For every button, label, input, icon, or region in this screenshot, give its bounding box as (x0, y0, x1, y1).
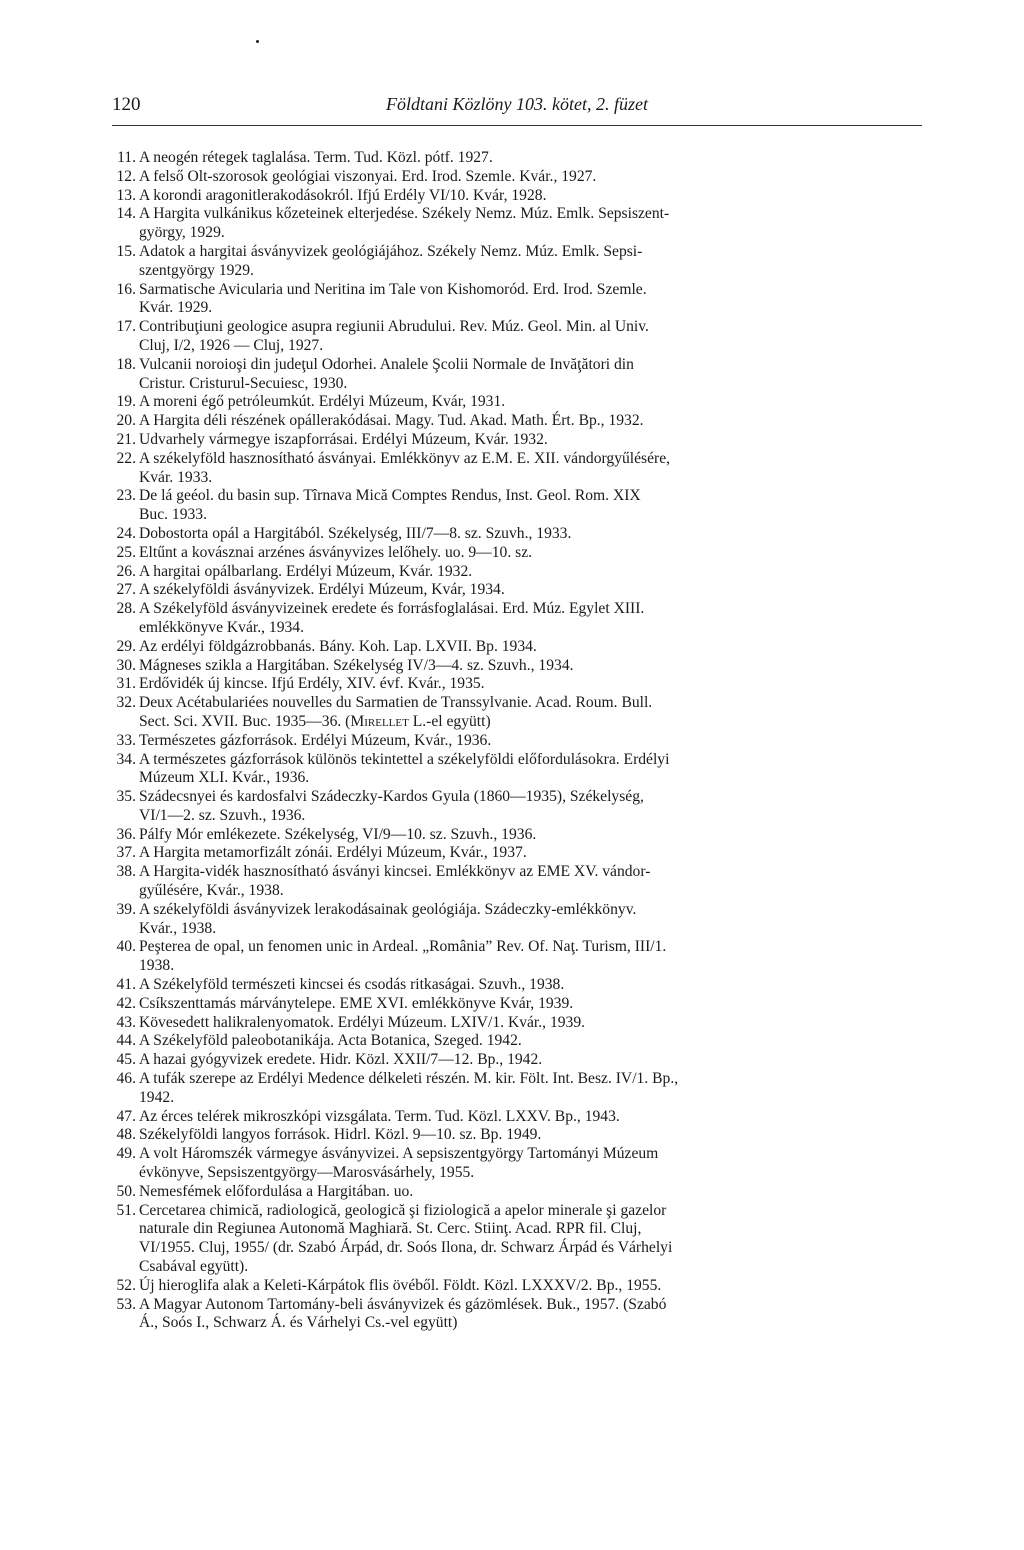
reference-number: 41. (116, 976, 136, 994)
reference-line: szentgyörgy 1929. (139, 261, 254, 279)
reference-text (136, 1108, 934, 1127)
reference-number: 19. (116, 393, 136, 411)
reference-line: Erdővidék új kincse. Ifjú Erdély, XIV. évf. Kvár., 1935. (139, 675, 485, 693)
reference-item (112, 205, 934, 243)
reference-line: A hazai gyógyvizek eredete. Hidr. Közl. XXII/7—12. Bp., 1942. (139, 1051, 543, 1069)
reference-item (112, 638, 934, 657)
reference-line: A természetes gázforrások különös tekintettel a székelyföldi előfordulásokra. Erdélyi (139, 750, 670, 768)
reference-line: Szádecsnyei és kardosfalvi Szádeczky-Kardos Gyula (1860—1935), Székelység, (139, 788, 644, 806)
reference-item (112, 281, 934, 319)
reference-text (136, 149, 934, 168)
reference-text (136, 976, 934, 995)
reference-line: Dobostorta opál a Hargitából. Székelység, III/7—8. sz. Szuvh., 1933. (139, 524, 572, 542)
reference-line: A Székelyföld paleobotanikája. Acta Botanica, Szeged. 1942. (139, 1032, 522, 1050)
reference-item (112, 732, 934, 751)
reference-number: 27. (116, 581, 136, 599)
reference-line: Csíkszenttamás márványtelepe. EME XVI. emlékkönyve Kvár, 1939. (139, 994, 574, 1012)
reference-line: Udvarhely vármegye iszapforrásai. Erdélyi Múzeum, Kvár. 1932. (139, 430, 548, 448)
reference-text (136, 1070, 934, 1108)
reference-text (136, 1014, 934, 1033)
reference-line: A tufák szerepe az Erdélyi Medence délkeleti részén. M. kir. Fölt. Int. Besz. IV/1. Bp., (139, 1070, 679, 1088)
reference-item (112, 581, 934, 600)
reference-text (136, 901, 934, 939)
reference-line: Kvár. 1933. (139, 468, 213, 486)
reference-item (112, 393, 934, 412)
reference-line: Sect. Sci. XVII. Buc. 1935—36. (Mirellet L.-el együtt) (139, 712, 491, 730)
reference-line: A felső Olt-szorosok geológiai viszonyai. Erd. Irod. Szemle. Kvár., 1927. (139, 167, 597, 185)
reference-text (136, 431, 934, 450)
reference-number: 45. (116, 1051, 136, 1069)
reference-text (136, 600, 934, 638)
reference-line: Kvár., 1938. (139, 919, 217, 937)
reference-line: Természetes gázforrások. Erdélyi Múzeum, Kvár., 1936. (139, 731, 492, 749)
reference-number: 47. (116, 1107, 136, 1125)
reference-item (112, 751, 934, 789)
reference-item (112, 1126, 934, 1145)
reference-line: A székelyföldi ásványvizek. Erdélyi Múzeum, Kvár, 1934. (139, 581, 505, 599)
reference-number: 38. (116, 863, 136, 881)
reference-item (112, 187, 934, 206)
reference-number: 15. (116, 242, 136, 260)
reference-line: A neogén rétegek taglalása. Term. Tud. Közl. pótf. 1927. (139, 149, 493, 166)
reference-text (136, 205, 934, 243)
reference-item (112, 544, 934, 563)
reference-text (136, 487, 934, 525)
reference-item (112, 1277, 934, 1296)
reference-item (112, 863, 934, 901)
reference-line: A székelyföld hasznosítható ásványai. Emlékkönyv az E.M. E. XII. vándorgyűlésére, (139, 449, 671, 467)
reference-number: 53. (116, 1295, 136, 1313)
reference-item (112, 450, 934, 488)
reference-line: A Magyar Autonom Tartomány-beli ásványvizek és gázömlések. Buk., 1957. (Szabó (139, 1295, 667, 1313)
reference-line: Cristur. Cristurul-Secuiesc, 1930. (139, 374, 348, 392)
reference-text (136, 1202, 934, 1277)
reference-item (112, 431, 934, 450)
reference-item (112, 976, 934, 995)
reference-number: 12. (116, 167, 136, 185)
reference-number: 30. (116, 656, 136, 674)
journal-title: Földtani Közlöny 103. kötet, 2. füzet (386, 94, 648, 114)
reference-text (136, 1051, 934, 1070)
reference-number: 21. (116, 430, 136, 448)
reference-line: A Hargita metamorfizált zónái. Erdélyi Múzeum, Kvár., 1937. (139, 844, 527, 862)
reference-item (112, 657, 934, 676)
reference-number: 39. (116, 900, 136, 918)
reference-text (136, 393, 934, 412)
reference-line: Új hieroglifa alak a Keleti-Kárpátok flis övéből. Földt. Közl. LXXXV/2. Bp., 1955. (139, 1276, 662, 1294)
reference-line: emlékkönyve Kvár., 1934. (139, 618, 304, 636)
reference-text (136, 1277, 934, 1296)
reference-text (136, 243, 934, 281)
reference-item (112, 1051, 934, 1070)
reference-text (136, 187, 934, 206)
reference-item (112, 412, 934, 431)
header-rule (112, 125, 922, 126)
reference-line: A korondi aragonitlerakodásokról. Ifjú Erdély VI/10. Kvár, 1928. (139, 186, 547, 204)
reference-number: 13. (116, 186, 136, 204)
reference-number: 51. (116, 1201, 136, 1219)
reference-line: györgy, 1929. (139, 224, 225, 242)
reference-text (136, 638, 934, 657)
reference-item (112, 525, 934, 544)
reference-number: 18. (116, 355, 136, 373)
reference-line: A Hargita déli részének opállerakódásai. Magy. Tud. Akad. Math. Ért. Bp., 1932. (139, 412, 644, 430)
reference-text (136, 694, 934, 732)
reference-text (136, 1126, 934, 1145)
reference-text (136, 863, 934, 901)
reference-line: A hargitai opálbarlang. Erdélyi Múzeum, Kvár. 1932. (139, 562, 473, 580)
reference-text (136, 657, 934, 676)
reference-line: Peşterea de opal, un fenomen unic in Ardeal. „România” Rev. Of. Naţ. Turism, III/1. (139, 938, 667, 956)
reference-line: Nemesfémek előfordulása a Hargitában. uo. (139, 1182, 414, 1200)
reference-number: 40. (116, 938, 136, 956)
reference-line: Adatok a hargitai ásványvizek geológiájához. Székely Nemz. Múz. Emlk. Sepsi- (139, 242, 643, 260)
reference-line: Kvár. 1929. (139, 299, 213, 317)
reference-number: 42. (116, 994, 136, 1012)
reference-number: 14. (116, 205, 136, 223)
reference-text (136, 168, 934, 187)
reference-item (112, 600, 934, 638)
reference-number: 24. (116, 524, 136, 542)
reference-line: Az erdélyi földgázrobbanás. Bány. Koh. Lap. LXVII. Bp. 1934. (139, 637, 537, 655)
reference-line: naturale din Regiunea Autonomă Maghiară. St. Cerc. Stiinţ. Acad. RPR fil. Cluj, (139, 1220, 642, 1238)
reference-text (136, 356, 934, 394)
reference-line: Cluj, I/2, 1926 — Cluj, 1927. (139, 336, 324, 354)
reference-number: 44. (116, 1032, 136, 1050)
reference-line: Cercetarea chimică, radiologică, geologică şi fiziologică a apelor minerale şi gazelor (139, 1201, 667, 1219)
reference-item (112, 149, 934, 168)
reference-item (112, 1108, 934, 1127)
reference-line: 1938. (139, 957, 175, 975)
reference-line: A Hargita-vidék hasznosítható ásványi kincsei. Emlékkönyv az EME XV. vándor- (139, 863, 651, 881)
reference-item (112, 1145, 934, 1183)
reference-number: 20. (116, 412, 136, 430)
reference-item (112, 356, 934, 394)
reference-item (112, 563, 934, 582)
reference-item (112, 487, 934, 525)
reference-line: Pálfy Mór emlékezete. Székelység, VI/9—10. sz. Szuvh., 1936. (139, 825, 537, 843)
reference-line: gyűlésére, Kvár., 1938. (139, 882, 284, 900)
reference-text (136, 544, 934, 563)
reference-line: Contribuţiuni geologice asupra regiunii Abrudului. Rev. Múz. Geol. Min. al Univ. (139, 318, 649, 336)
reference-text (136, 318, 934, 356)
reference-line: Csabával együtt). (139, 1258, 249, 1276)
reference-text (136, 732, 934, 751)
reference-number: 16. (116, 280, 136, 298)
reference-text (136, 1145, 934, 1183)
reference-item (112, 1296, 934, 1334)
reference-number: 34. (116, 750, 136, 768)
reference-text (136, 788, 934, 826)
reference-text (136, 1032, 934, 1051)
reference-line: Vulcanii noroioşi din judeţul Odorhei. Analele Şcolii Normale de Invăţători din (139, 355, 634, 373)
reference-text (136, 1183, 934, 1202)
reference-number: 35. (116, 788, 136, 806)
reference-number: 33. (116, 731, 136, 749)
reference-text (136, 826, 934, 845)
reference-number: 32. (116, 694, 136, 712)
reference-item (112, 1014, 934, 1033)
reference-text (136, 412, 934, 431)
reference-line: Múzeum XLI. Kvár., 1936. (139, 769, 310, 787)
page-number: 120 (112, 94, 141, 115)
reference-text (136, 844, 934, 863)
reference-number: 17. (116, 318, 136, 336)
reference-item (112, 168, 934, 187)
reference-text (136, 563, 934, 582)
reference-number: 23. (116, 487, 136, 505)
reference-number: 49. (116, 1145, 136, 1163)
reference-number: 31. (116, 675, 136, 693)
reference-text (136, 675, 934, 694)
reference-line: A Székelyföld természeti kincsei és csodás ritkaságai. Szuvh., 1938. (139, 976, 565, 994)
reference-text (136, 281, 934, 319)
reference-line: Sarmatische Avicularia und Neritina im Tale von Kishomoród. Erd. Irod. Szemle. (139, 280, 647, 298)
reference-number: 43. (116, 1013, 136, 1031)
reference-text (136, 450, 934, 488)
reference-number: 11. (117, 149, 136, 166)
ink-speck (256, 40, 259, 43)
reference-number: 46. (116, 1070, 136, 1088)
reference-item (112, 694, 934, 732)
reference-line: A moreni égő petróleumkút. Erdélyi Múzeum, Kvár, 1931. (139, 393, 506, 411)
reference-line: De lá geéol. du basin sup. Tîrnava Mică Comptes Rendus, Inst. Geol. Rom. XIX (139, 487, 641, 505)
reference-line: Deux Acétabulariées nouvelles du Sarmatien de Transsylvanie. Acad. Roum. Bull. (139, 694, 653, 712)
reference-line: Székelyföldi langyos források. Hidrl. Közl. 9—10. sz. Bp. 1949. (139, 1126, 542, 1144)
reference-line: Buc. 1933. (139, 506, 208, 524)
reference-line: Az érces telérek mikroszkópi vizsgálata. Term. Tud. Közl. LXXV. Bp., 1943. (139, 1107, 620, 1125)
running-header (112, 94, 922, 118)
reference-item (112, 826, 934, 845)
reference-item (112, 1070, 934, 1108)
reference-line: Eltűnt a kovásznai arzénes ásványvizes lelőhely. uo. 9—10. sz. (139, 543, 533, 561)
reference-text (136, 1296, 934, 1334)
reference-line: A Hargita vulkánikus kőzeteinek elterjedése. Székely Nemz. Múz. Emlk. Sepsiszent- (139, 205, 670, 223)
reference-number: 29. (116, 637, 136, 655)
reference-text (136, 525, 934, 544)
reference-number: 22. (116, 449, 136, 467)
reference-item (112, 938, 934, 976)
reference-item (112, 1183, 934, 1202)
reference-item (112, 243, 934, 281)
reference-line: Kövesedett halikralenyomatok. Erdélyi Múzeum. LXIV/1. Kvár., 1939. (139, 1013, 586, 1031)
reference-text (136, 938, 934, 976)
reference-item (112, 318, 934, 356)
reference-number: 48. (116, 1126, 136, 1144)
reference-item (112, 1032, 934, 1051)
reference-item (112, 844, 934, 863)
reference-item (112, 788, 934, 826)
reference-number: 26. (116, 562, 136, 580)
reference-line: évkönyve, Sepsiszentgyörgy—Marosvásárhely, 1955. (139, 1164, 475, 1182)
reference-number: 28. (116, 600, 136, 618)
reference-item (112, 901, 934, 939)
reference-number: 50. (116, 1182, 136, 1200)
reference-item (112, 995, 934, 1014)
reference-line: A Székelyföld ásványvizeinek eredete és forrásfoglalásai. Erd. Múz. Egylet XIII. (139, 600, 645, 618)
reference-item (112, 1202, 934, 1277)
reference-number: 52. (116, 1276, 136, 1294)
reference-line: Á., Soós I., Schwarz Á. és Várhelyi Cs.-vel együtt) (139, 1314, 458, 1332)
reference-line: A székelyföldi ásványvizek lerakodásainak geológiája. Szádeczky-emlékkönyv. (139, 900, 637, 918)
reference-number: 37. (116, 844, 136, 862)
reference-line: VI/1—2. sz. Szuvh., 1936. (139, 806, 306, 824)
reference-text (136, 995, 934, 1014)
reference-line: Mágneses szikla a Hargitában. Székelység IV/3—4. sz. Szuvh., 1934. (139, 656, 574, 674)
reference-list (112, 149, 934, 1333)
reference-line: A volt Háromszék vármegye ásványvizei. A sepsiszentgyörgy Tartományi Múzeum (139, 1145, 659, 1163)
reference-number: 36. (116, 825, 136, 843)
reference-item (112, 675, 934, 694)
reference-line: VI/1955. Cluj, 1955/ (dr. Szabó Árpád, dr. Soós Ilona, dr. Schwarz Árpád és Várhelyi (139, 1239, 673, 1257)
reference-text (136, 581, 934, 600)
reference-number: 25. (116, 543, 136, 561)
reference-line: 1942. (139, 1088, 175, 1106)
reference-text (136, 751, 934, 789)
